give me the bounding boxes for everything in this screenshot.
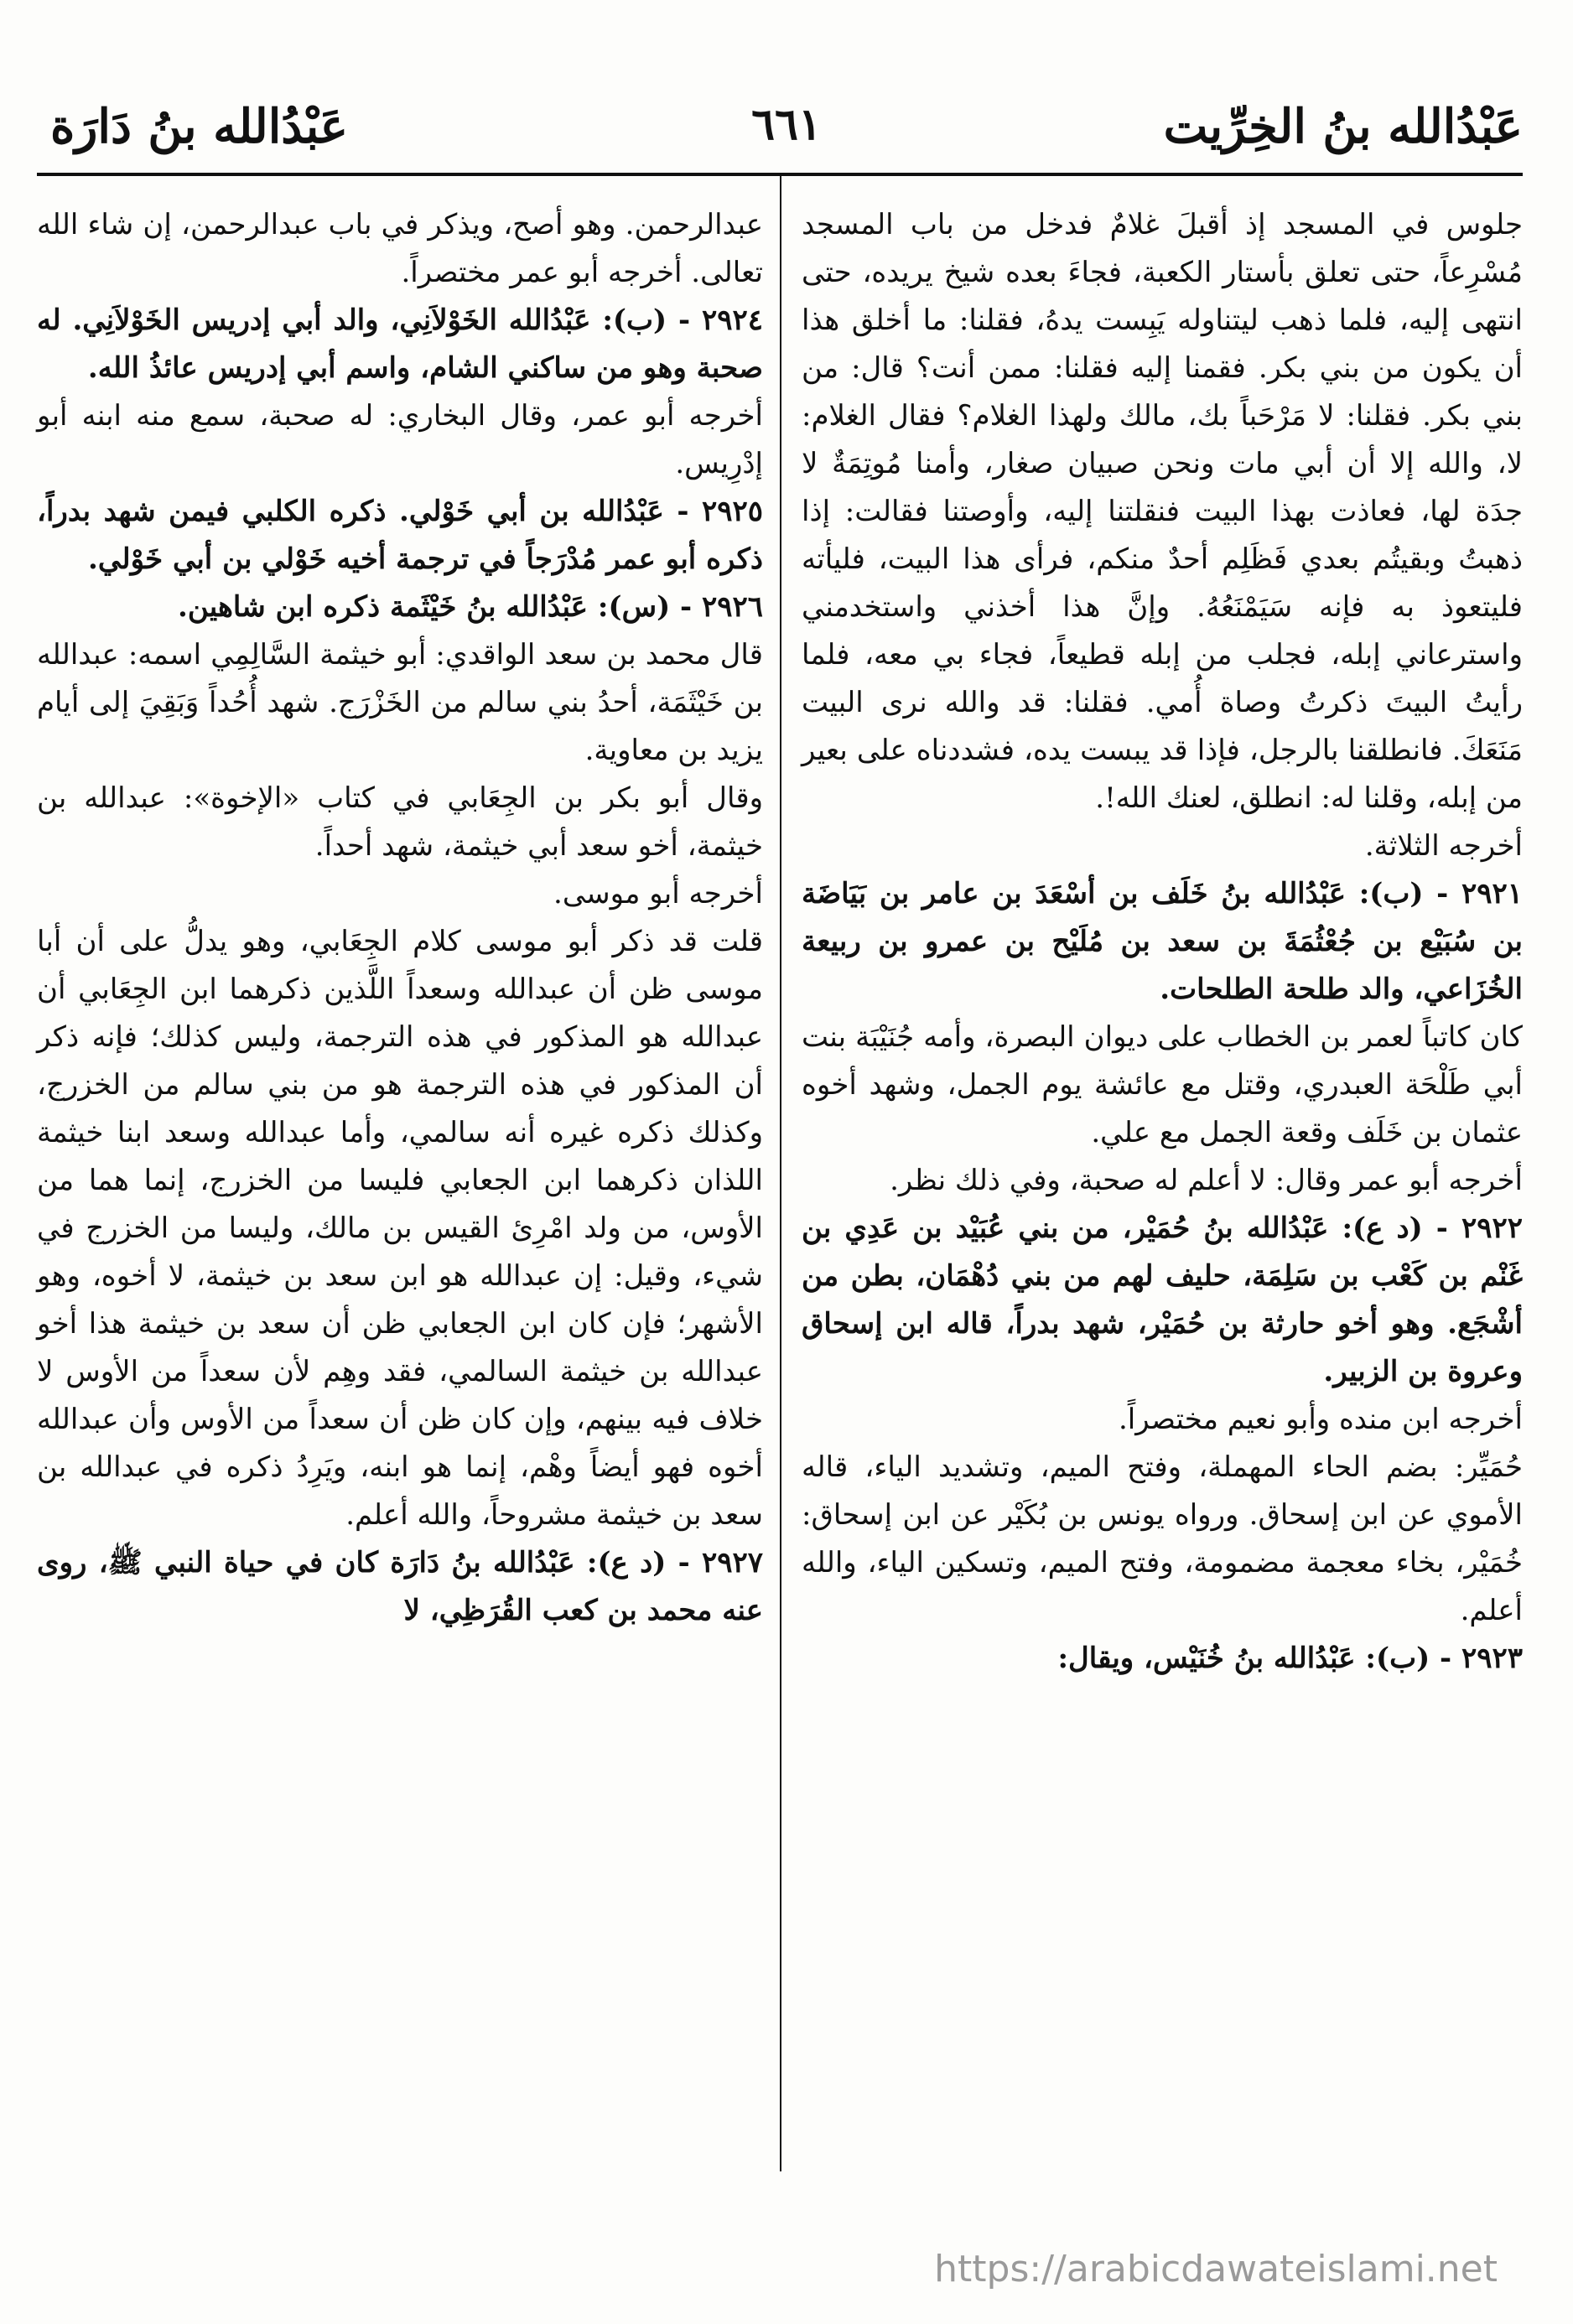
entry-paragraph: ٢٩٢١ - (ب): عَبْدُالله بنُ خَلَف بن أسْعَدَ بن عامر بن بَيَاضَة بن سُبَيْع بن جُعْثُمَةَ بن سعد بن مُلَيْح بن عمرو بن ربيعة الخُزَاعي، والد طلحة الطلحات. xyxy=(802,877,1523,1006)
paragraph: حُمَيِّر: بضم الحاء المهملة، وفتح الميم، وتشديد الياء، قاله الأموي عن ابن إسحاق. ورواه يونس بن بُكَيْر عن ابن إسحاق: خُمَيْر، بخاء معجمة مضمومة، وفتح الميم، وتسكين الياء، والله أعلم. xyxy=(802,1450,1523,1627)
paragraph: أخرجه أبو عمر وقال: لا أعلم له صحبة، وفي ذلك نظر. xyxy=(890,1164,1523,1197)
paragraph: عبدالرحمن. وهو أصح، ويذكر في باب عبدالرحمن، إن شاء الله تعالى. أخرجه أبو عمر مختصراً. xyxy=(37,208,763,289)
entry-paragraph: ٢٩٢٣ - (ب): عَبْدُالله بنُ خُنَيْس، ويقال: xyxy=(1057,1642,1523,1675)
paragraph: أخرجه الثلاثة. xyxy=(1364,829,1523,863)
page-header xyxy=(50,99,1523,166)
watermark-url: https://arabicdawateislami.net xyxy=(934,2248,1498,2290)
entry-paragraph: ٢٩٢٥ - عَبْدُالله بن أبي خَوْلي. ذكره الكلبي فيمن شهد بدراً، ذكره أبو عمر مُدْرَجاً في ترجمة أخيه خَوْلي بن أبي خَوْلي. xyxy=(37,495,763,576)
entry-paragraph: ٢٩٢٦ - (س): عَبْدُالله بنُ خَيْثَمة ذكره ابن شاهين. xyxy=(178,590,763,624)
paragraph: أخرجه أبو عمر، وقال البخاري: له صحبة، سمع منه ابنه أبو إدْرِيس. xyxy=(37,399,763,480)
page-number: ٦٦١ xyxy=(751,99,822,150)
paragraph: أخرجه ابن منده وأبو نعيم مختصراً. xyxy=(1119,1403,1523,1436)
right-column xyxy=(802,201,1523,1683)
column-divider xyxy=(780,176,781,2171)
paragraph: قلت قد ذكر أبو موسى كلام الجِعَابي، وهو يدلُّ على أن أبا موسى ظن أن عبدالله وسعداً اللَّذين ذكرهما ابن الجِعَابي أن عبدالله هو المذكور في هذه الترجمة، وليس كذلك؛ فإنه ذكر أن المذكور في هذه الترجمة هو من بني سالم من الخزرج، وكذلك ذكره غيره أنه سالمي، وأما عبدالله وسعد ابنا خيثمة اللذان ذكرهما ابن الجعابي فليسا من الخزرج، إنما هما من الأوس، من ولد امْرِئ القيس بن مالك، وليسا من الخزرج في شيء، وقيل: إن عبدالله هو ابن سعد بن خيثمة، لا أخوه، وهو الأشهر؛ فإن كان ابن الجعابي ظن أن سعد بن خيثمة هذا أخو عبدالله بن خيثمة السالمي، فقد وهِم لأن سعداً من الأوس لا خلاف فيه بينهم، وإن كان ظن أن سعداً من الأوس وأن عبدالله أخوه فهو أيضاً وهْم، إنما هو ابنه، ويَرِدُ ذكره في عبدالله بن سعد بن خيثمة مشروحاً، والله أعلم. xyxy=(37,925,763,1532)
left-column xyxy=(37,201,763,1635)
paragraph: كان كاتباً لعمر بن الخطاب على ديوان البصرة، وأمه جُنَيْبَة بنت أبي طَلْحَة العبدري، وقتل مع عائشة يوم الجمل، وشهد أخوه عثمان بن خَلَف وقعة الجمل مع علي. xyxy=(802,1020,1523,1149)
entry-paragraph: ٢٩٢٧ - (د ع): عَبْدُالله بنُ دَارَة كان في حياة النبي ﷺ، روى عنه محمد بن كعب القُرَظِي، لا xyxy=(37,1546,763,1627)
entry-paragraph: ٢٩٢٢ - (د ع): عَبْدُالله بنُ حُمَيْر، من بني عُبَيْد بن عَدِي بن غَنْم بن كَعْب بن سَلِمَة، حليف لهم من بني دُهْمَان، بطن من أشْجَع. وهو أخو حارثة بن حُمَيْر، شهد بدراً، قاله ابن إسحاق وعروة بن الزبير. xyxy=(802,1211,1523,1388)
paragraph: وقال أبو بكر بن الجِعَابي في كتاب «الإخوة»: عبدالله بن خيثمة، أخو سعد أبي خيثمة، شهد أحداً. xyxy=(37,781,763,863)
paragraph: قال محمد بن سعد الواقدي: أبو خيثمة السَّالِمِي اسمه: عبدالله بن خَيْثَمَة، أحدُ بني سالم من الخَزْرَج. شهد أُحُداً وَبَقِيَ إلى أيام يزيد بن معاوية. xyxy=(37,638,764,767)
paragraph: جلوس في المسجد إذ أقبلَ غلامٌ فدخل من باب المسجد مُسْرِعاً، حتى تعلق بأستار الكعبة، فجاءَ بعده شيخ يريده، حتى انتهى إليه، فلما ذهب ليتناوله يَبِست يدهُ، فقلنا: ما أخلق هذا أن يكون من بني بكر. فقمنا إليه فقلنا: ممن أنت؟ قال: من بني بكر. فقلنا: لا مَرْحَباً بك، مالك ولهذا الغلام؟ فقال الغلام: لا، والله إلا أن أبي مات ونحن صبيان صغار، وأمنا مُوتِمَةٌ لا جدَة لها، فعاذت بهذا البيت فنقلتنا إليه، وأوصتنا فقالت: إذا ذهبتُ وبقيتُم بعدي فَظَلِم أحدٌ منكم، فرأى هذا البيت، فليأته فليتعوذ به فإنه سَيَمْنَعُهُ. وإنَّ هذا أخذني واستخدمني واسترعاني إبله، فجلب من إبله قطيعاً، فجاء بي معه، فلما رأيتُ البيتَ ذكرتُ وصاة أُمي. فقلنا: قد والله نرى البيت مَنَعَكَ. فانطلقنا بالرجل، فإذا قد يبست يده، فشددناه على بعير من إبله، وقلنا له: انطلق، لعنك الله!. xyxy=(802,208,1523,815)
paragraph: أخرجه أبو موسى. xyxy=(553,877,763,910)
entry-paragraph: ٢٩٢٤ - (ب): عَبْدُالله الخَوْلاَنِي، والد أبي إدريس الخَوْلاَنِي. له صحبة وهو من ساكني الشام، واسم أبي إدريس عائذُ الله. xyxy=(37,303,763,385)
header-left-title: عَبْدُالله بنُ دَارَة xyxy=(50,99,348,154)
header-right-title: عَبْدُالله بنُ الخِرِّيت xyxy=(1163,99,1523,154)
